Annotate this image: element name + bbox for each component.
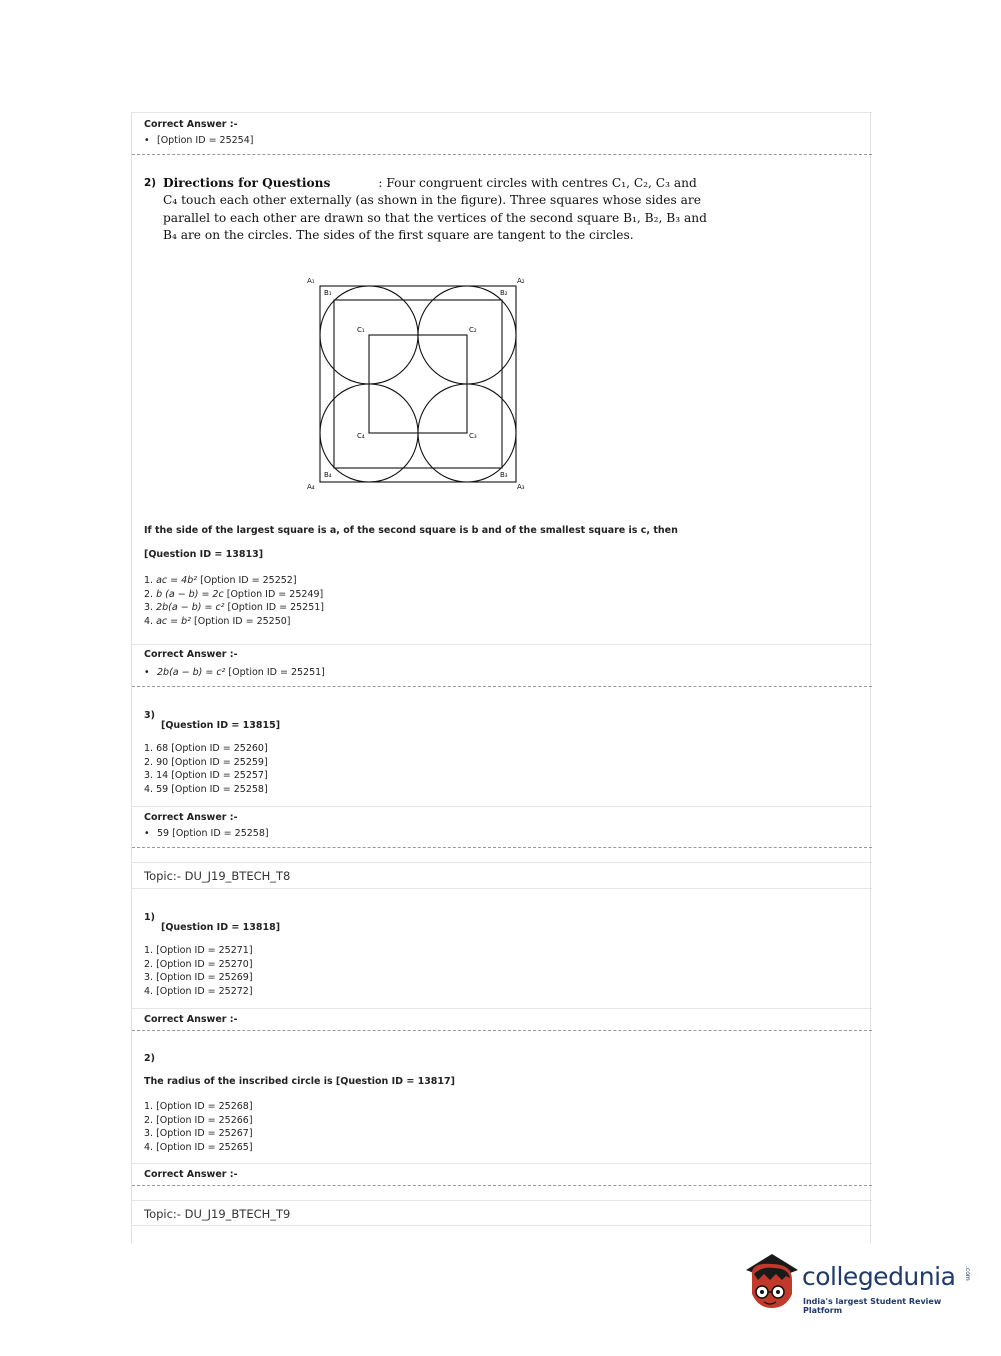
option-item: 3. [Option ID = 25267] <box>144 1128 253 1140</box>
option-item: 2. 90 [Option ID = 25259] <box>144 756 268 768</box>
divider <box>132 112 872 113</box>
option-item: 3. 14 [Option ID = 25257] <box>144 770 268 782</box>
directions-line: B₄ are on the circles. The sides of the first square are tangent to the circles. <box>163 228 634 243</box>
divider <box>132 1163 872 1164</box>
divider <box>132 1225 872 1226</box>
correct-answer-label: Correct Answer :- <box>144 119 238 130</box>
divider <box>132 1008 872 1009</box>
question-separator <box>132 1030 872 1031</box>
option-item: 1. [Option ID = 25268] <box>144 1101 253 1112</box>
divider <box>132 862 872 863</box>
correct-answer-label: Correct Answer :- <box>144 1169 238 1180</box>
option-item: 4. [Option ID = 25265] <box>144 1142 253 1154</box>
correct-answer-label: Correct Answer :- <box>144 812 238 823</box>
directions-line: C₄ touch each other externally (as shown in the figure). Three squares whose sides are <box>163 193 701 208</box>
option-item: 1. [Option ID = 25271] <box>144 945 253 956</box>
option-item: 4. [Option ID = 25272] <box>144 986 253 998</box>
question-separator <box>132 1185 872 1186</box>
option-item: 1. 68 [Option ID = 25260] <box>144 743 268 754</box>
mascot-icon <box>742 1250 802 1316</box>
correct-answer-value: • 2b(a − b) = c² [Option ID = 25251] <box>144 667 325 678</box>
label-c3: C₃ <box>469 432 477 440</box>
question-id: [Question ID = 13815] <box>161 720 281 731</box>
label-c1: C₁ <box>357 326 365 334</box>
question-number: 1) <box>144 912 155 923</box>
directions-heading: Directions for Questions <box>163 176 331 190</box>
topic-heading: Topic:- DU_J19_BTECH_T8 <box>144 869 291 883</box>
label-b3: B₃ <box>500 471 508 479</box>
question-number: 2) <box>144 1053 155 1064</box>
directions-paragraph <box>163 175 723 245</box>
brand-name: collegedunia <box>802 1262 956 1291</box>
question-number: 2) <box>144 177 157 189</box>
option-item: 3. 2b(a − b) = c² [Option ID = 25251] <box>144 602 324 614</box>
correct-answer-label: Correct Answer :- <box>144 1014 238 1025</box>
label-b4: B₄ <box>324 471 332 479</box>
directions-line: : Four congruent circles with centres C₁, C₂, C₃ and <box>378 176 697 190</box>
exam-document <box>131 112 871 1244</box>
label-a3: A₃ <box>517 483 525 491</box>
option-item: 4. ac = b² [Option ID = 25250] <box>144 616 291 628</box>
outer-square-a <box>320 286 516 482</box>
question-number: 3) <box>144 710 155 721</box>
correct-answer-label: Correct Answer :- <box>144 649 238 660</box>
option-item: 3. [Option ID = 25269] <box>144 972 253 984</box>
correct-answer-value: • [Option ID = 25254] <box>144 135 253 146</box>
directions-line: parallel to each other are drawn so that the vertices of the second square B₁, B₂, B₃ and <box>163 210 707 225</box>
label-b1: B₁ <box>324 289 332 297</box>
divider <box>132 1200 872 1201</box>
topic-heading: Topic:- DU_J19_BTECH_T9 <box>144 1207 291 1221</box>
options-list <box>144 574 324 629</box>
question-text: The radius of the inscribed circle is [Question ID = 13817] <box>144 1076 455 1087</box>
divider <box>132 888 872 889</box>
label-b2: B₂ <box>500 289 508 297</box>
question-separator <box>132 686 872 687</box>
option-item: 2. b (a − b) = 2c [Option ID = 25249] <box>144 588 324 600</box>
collegedunia-logo <box>742 1250 972 1322</box>
label-c4: C₄ <box>357 432 365 440</box>
label-a2: A₂ <box>517 277 525 285</box>
circles-squares-figure <box>302 272 542 497</box>
question-text: If the side of the largest square is a, of the second square is b and of the smallest square is c, then <box>144 525 678 536</box>
option-item: 2. [Option ID = 25266] <box>144 1114 253 1126</box>
label-a4: A₄ <box>307 483 315 491</box>
options-list <box>144 1100 253 1155</box>
option-item: 4. 59 [Option ID = 25258] <box>144 784 268 796</box>
question-separator <box>132 154 872 155</box>
label-a1: A₁ <box>307 277 315 285</box>
question-id: [Question ID = 13813] <box>144 549 264 560</box>
label-c2: C₂ <box>469 326 477 334</box>
question-separator <box>132 847 872 848</box>
correct-answer-value: • 59 [Option ID = 25258] <box>144 828 269 839</box>
brand-suffix: .com <box>964 1266 971 1281</box>
divider <box>132 806 872 807</box>
option-item: 1. ac = 4b² [Option ID = 25252] <box>144 575 297 586</box>
divider <box>132 644 872 645</box>
options-list <box>144 742 268 797</box>
question-id: [Question ID = 13818] <box>161 922 281 933</box>
inner-square-c <box>369 335 467 433</box>
brand-tagline: India's largest Student Review Platform <box>803 1297 942 1315</box>
options-list <box>144 944 253 999</box>
option-item: 2. [Option ID = 25270] <box>144 958 253 970</box>
